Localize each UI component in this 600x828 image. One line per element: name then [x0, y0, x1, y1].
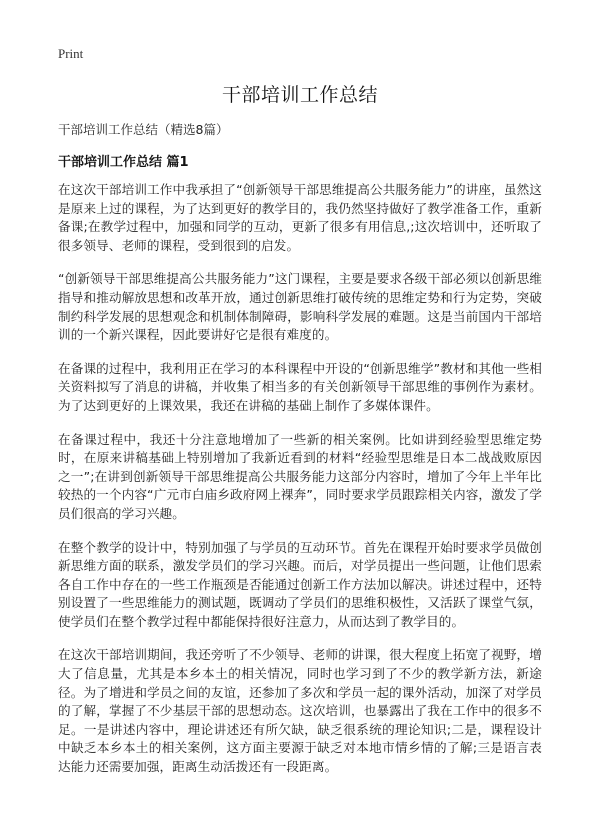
paragraph-4: 在备课过程中，我还十分注意地增加了一些新的相关案例。比如讲到经验型思维定势时，在原来讲稿基础上特别增加了我新近看到的材料“经验型思维是日本二战战败原因之一”;在讲到创新领导干部思维提高公共服务能力这部分内容时，增加了今年上半年比较热的一个内容“广元市白庙乡政府网上裸奔”，同时要求学员跟踪相关内容，激发了学员们很高的学习兴趣。: [58, 431, 542, 521]
paragraph-2: “创新领导干部思维提高公共服务能力”这门课程，主要是要求各级干部必须以创新思维指导和推动解放思想和改革开放，通过创新思维打破传统的思维定势和行为定势，突破制约科学发展的思想观念和机制体制障碍，影响科学发展的难题。这是当前国内干部培训的一个新兴课程，因此要讲好它是很有难度的。: [58, 271, 542, 343]
section-heading: 干部培训工作总结 篇1: [58, 155, 189, 170]
paragraph-6: 在这次干部培训期间，我还旁听了不少领导、老师的讲课，很大程度上拓宽了视野，增大了信息量，尤其是本乡本土的相关情况，同时也学习到了不少的教学新方法，新途径。为了增进和学员之间的友谊，还参加了多次和学员一起的课外活动，加深了对学员的了解，掌握了不少基层干部的思想动态。这次培训，也暴露出了我在工作中的很多不足。一是讲述内容中，理论讲述还有所欠缺，缺乏很系统的理论知识;二是，课程设计中缺乏本乡本土的相关案例，这方面主要源于缺乏对本地市情乡情的了解;三是语言表达能力还需要加强，距离生动活拨还有一段距离。: [58, 647, 542, 775]
print-link[interactable]: Print: [58, 46, 84, 61]
paragraph-5: 在整个教学的设计中，特别加强了与学员的互动环节。首先在课程开始时要求学员做创新思维方面的联系，激发学员们的学习兴趣。而后，对学员提出一些问题，让他们思索各自工作中存在的一些工作瓶颈是否能通过创新工作方法加以解决。讲述过程中，还特别设置了一些思维能力的测试题，既调动了学员们的思维积极性，又活跃了课堂气氛，使学员们在整个教学过程中都能保持很好注意力，从而达到了教学目的。: [58, 539, 542, 629]
document-body: [58, 181, 542, 792]
page-title: 干部培训工作总结: [221, 84, 378, 106]
document-subtitle: 干部培训工作总结（精选8篇）: [58, 122, 229, 137]
paragraph-3: 在备课的过程中，我利用正在学习的本科课程中开设的“创新思维学”教材和其他一些相关资料拟写了消息的讲稿，并收集了相当多的有关创新领导干部思维的事例作为素材。为了达到更好的上课效果，我还在讲稿的基础上制作了多媒体课件。: [58, 360, 542, 413]
paragraph-1: 在这次干部培训工作中我承担了“创新领导干部思维提高公共服务能力”的讲座，虽然这是原来上过的课程，为了达到更好的教学目的，我仍然坚持做好了教学准备工作，重新备课;在教学过程中，加强和同学的互动，更新了很多有用信息,;这次培训中，还听取了很多领导、老师的课程，受到很到的启发。: [58, 182, 542, 253]
